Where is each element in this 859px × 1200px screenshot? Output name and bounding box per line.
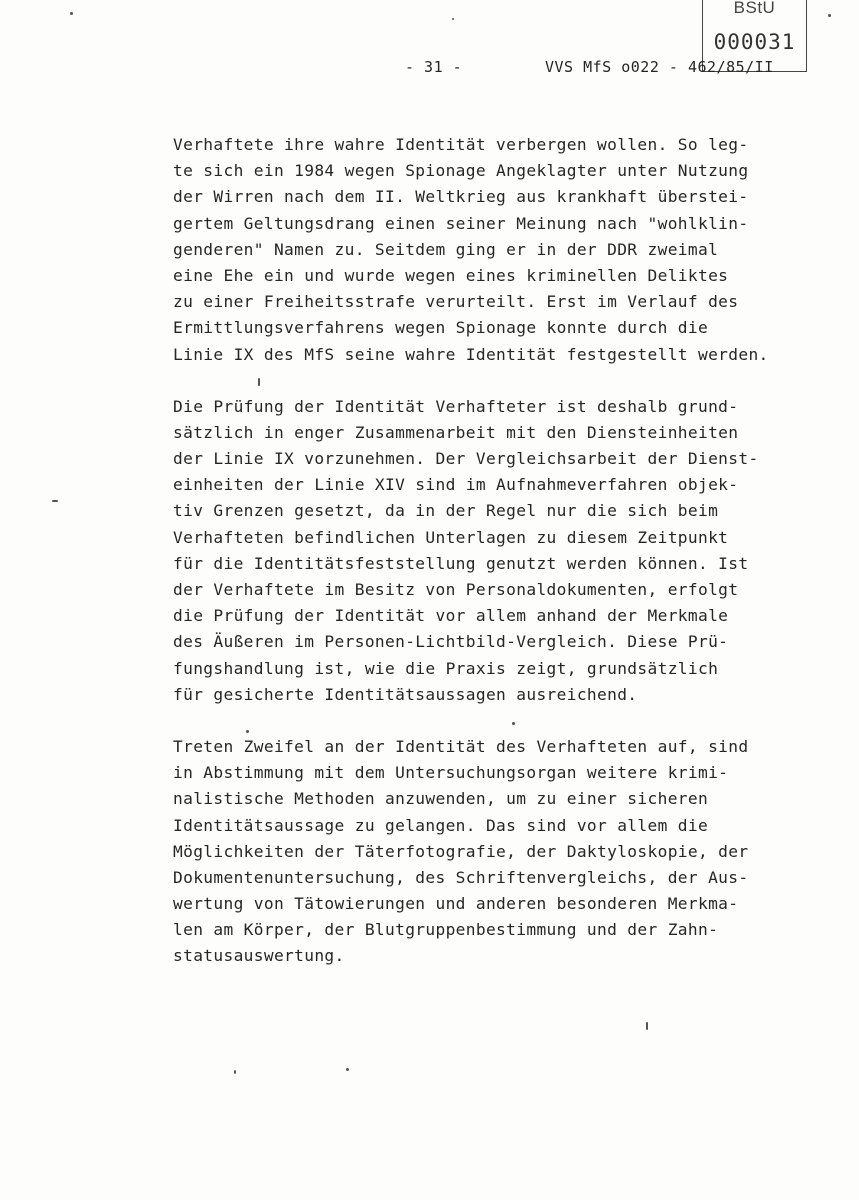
paragraph-2 (173, 394, 813, 708)
scan-speck (828, 14, 831, 17)
text-line: wertung von Tätowierungen und anderen besonderen Merkma- (173, 894, 739, 914)
stamp-archive-label: BStU (733, 0, 776, 17)
text-line: statusauswertung. (173, 946, 345, 966)
text-line: eine Ehe ein und wurde wegen eines kriminellen Deliktes (173, 265, 729, 285)
text-line: Verhafteten befindlichen Unterlagen zu diesem Zeitpunkt (173, 527, 729, 547)
paragraph-1 (173, 132, 813, 368)
scan-speck (70, 12, 73, 15)
page-header (0, 58, 859, 84)
text-line: fungshandlung ist, wie die Praxis zeigt, grundsätzlich (173, 658, 719, 678)
text-line: der Wirren nach dem II. Weltkrieg aus krankhaft überstei- (173, 187, 749, 207)
scan-speck (246, 730, 249, 733)
text-line: Möglichkeiten der Täterfotografie, der Daktyloskopie, der (173, 841, 749, 861)
text-line: nalistische Methoden anzuwenden, um zu einer sicheren (173, 789, 709, 809)
text-line: des Äußeren im Personen-Lichtbild-Vergleich. Diese Prü- (173, 632, 729, 652)
scan-speck (452, 18, 454, 20)
text-line: die Prüfung der Identität vor allem anhand der Merkmale (173, 606, 729, 626)
text-line: der Verhaftete im Besitz von Personaldokumenten, erfolgt (173, 580, 739, 599)
text-line: in Abstimmung mit dem Untersuchungsorgan weitere krimi- (173, 763, 729, 783)
scan-speck (346, 1068, 349, 1071)
text-line: len am Körper, der Blutgruppenbestimmung und der Zahn- (173, 920, 719, 940)
paragraph-3 (173, 734, 813, 970)
text-line: Die Prüfung der Identität Verhafteter ist deshalb grund- (173, 396, 739, 416)
text-line: tiv Grenzen gesetzt, da in der Regel nur die sich beim (173, 501, 719, 521)
text-line: Dokumentenuntersuchung, des Schriftenvergleichs, der Aus- (173, 867, 749, 887)
scan-speck (234, 1070, 236, 1074)
paragraph-gap (173, 368, 813, 394)
text-line: einheiten der Linie XIV sind im Aufnahmeverfahren objek- (173, 475, 739, 495)
scan-speck (52, 500, 58, 502)
text-line: Ermittlungsverfahrens wegen Spionage konnte durch die (173, 318, 709, 338)
body-text (173, 132, 813, 970)
text-line: für die Identitätsfeststellung genutzt werden können. Ist (173, 553, 749, 573)
text-line: Treten Zweifel an der Identität des Verhafteten auf, sind (173, 736, 749, 756)
scan-speck (512, 722, 515, 725)
text-line: gertem Geltungsdrang einen seiner Meinung nach "wohlklin- (173, 213, 749, 233)
paragraph-gap (173, 708, 813, 734)
scan-speck (646, 1022, 648, 1030)
text-line: sätzlich in enger Zusammenarbeit mit den Diensteinheiten (173, 422, 739, 442)
text-line: Verhaftete ihre wahre Identität verbergen wollen. So leg- (173, 135, 749, 154)
text-line: genderen" Namen zu. Seitdem ging er in der DDR zweimal (173, 239, 719, 259)
text-line: Linie IX des MfS seine wahre Identität festgestellt werden. (173, 344, 769, 364)
text-line: zu einer Freiheitsstrafe verurteilt. Erst im Verlauf des (173, 292, 739, 312)
document-reference: VVS MfS o022 - 462/85/II (545, 58, 774, 76)
scan-speck (258, 378, 260, 386)
text-line: für gesicherte Identitätsaussagen ausreichend. (173, 684, 638, 704)
page-number: - 31 - (405, 58, 463, 76)
text-line: Identitätsaussage zu gelangen. Das sind vor allem die (173, 815, 709, 835)
stamp-page-number: 000031 (713, 30, 796, 54)
text-line: te sich ein 1984 wegen Spionage Angeklagter unter Nutzung (173, 161, 749, 181)
text-line: der Linie IX vorzunehmen. Der Vergleichsarbeit der Dienst- (173, 449, 759, 469)
